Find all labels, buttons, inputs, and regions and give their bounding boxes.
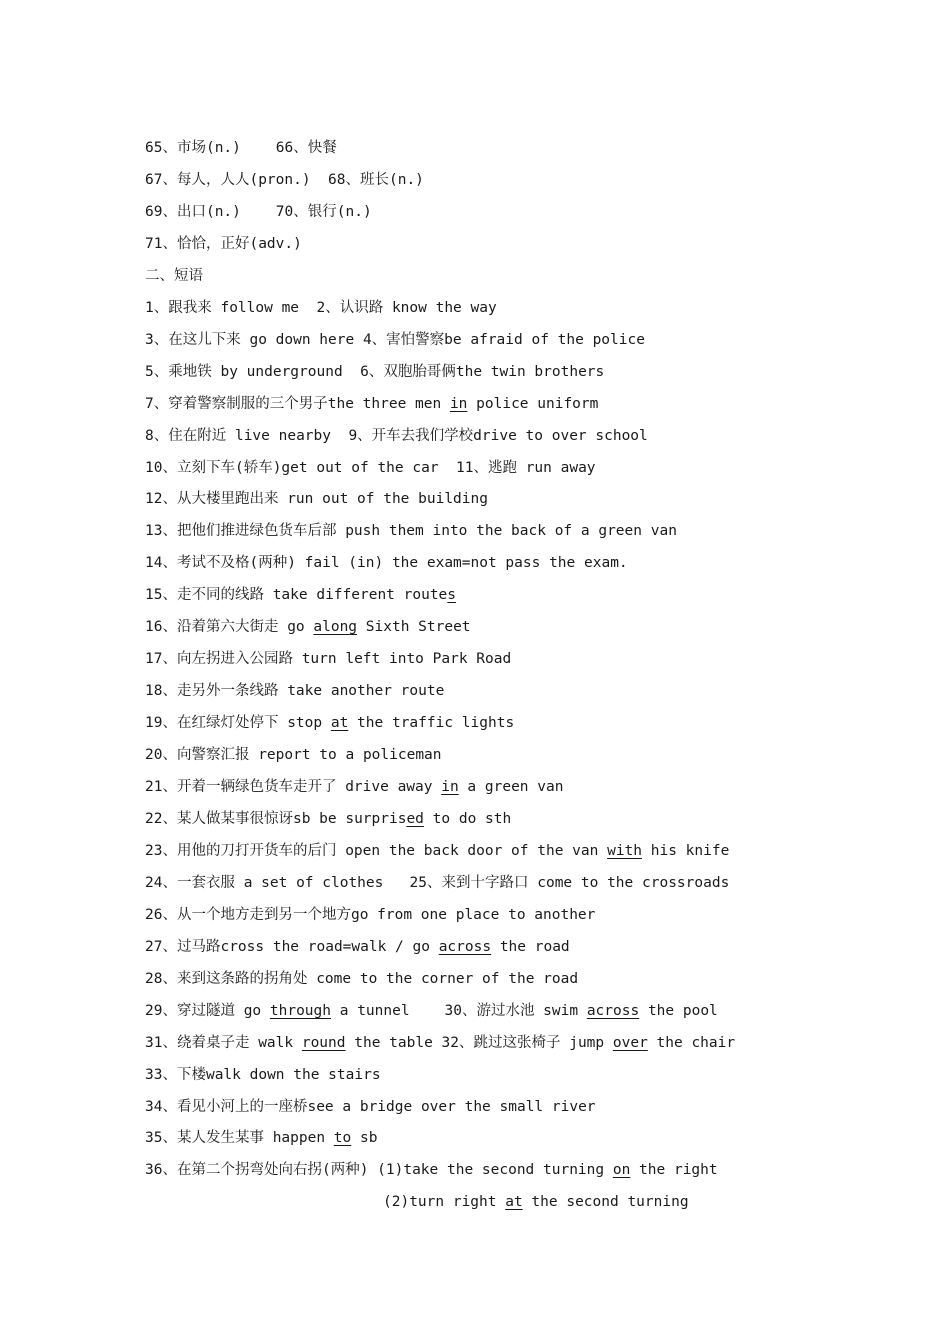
text-segment: a tunnel 30、游过水池 swim <box>331 1002 587 1019</box>
text-segment: Sixth Street <box>357 619 471 636</box>
text-line <box>145 200 372 224</box>
underlined-word: ed <box>406 810 424 827</box>
underlined-word: with <box>607 842 643 859</box>
text-line <box>145 168 424 192</box>
text-segment: 10、立刻下车(轿车)get out of the car 11、逃跑 run away <box>145 459 596 476</box>
underlined-word: through <box>269 1002 331 1019</box>
text-line <box>145 296 497 320</box>
text-line <box>145 583 456 607</box>
text-segment: 35、某人发生某事 happen <box>145 1130 334 1147</box>
underlined-word: at <box>505 1194 523 1211</box>
text-line <box>145 136 337 160</box>
text-segment: 12、从大楼里跑出来 run out of the building <box>145 491 488 508</box>
text-segment: police uniform <box>467 395 599 412</box>
text-segment: 27、过马路cross the road=walk / go <box>145 938 439 955</box>
text-segment: 21、开着一辆绿色货车走开了 drive away <box>145 779 442 795</box>
text-segment: 18、走另外一条线路 take another route <box>145 683 445 700</box>
text-segment: 23、用他的刀打开货车的后门 open the back door of the van <box>145 842 608 859</box>
underlined-word: across <box>438 938 492 955</box>
text-line <box>145 1063 381 1087</box>
text-segment: the traffic lights <box>348 715 515 732</box>
underlined-word: round <box>301 1034 346 1051</box>
underlined-word: along <box>313 619 358 636</box>
text-segment: 69、出口(n.) 70、银行(n.) <box>145 203 372 220</box>
text-segment: 5、乘地铁 by underground 6、双胞胎哥俩the twin brothers <box>145 363 605 380</box>
text-segment: 34、看见小河上的一座桥see a bridge over the small river <box>145 1098 596 1115</box>
text-segment: 28、来到这条路的拐角处 come to the corner of the road <box>145 970 579 987</box>
text-segment: 33、下楼walk down the stairs <box>145 1066 381 1083</box>
text-segment: 3、在这儿下来 go down here 4、害怕警察be afraid of the police <box>145 331 645 348</box>
text-segment: 24、一套衣服 a set of clothes 25、来到十字路口 come to the crossroads <box>145 874 730 891</box>
text-line <box>145 935 570 959</box>
text-line <box>145 456 596 480</box>
text-line <box>145 711 514 735</box>
text-line <box>145 743 442 767</box>
text-segment: the right <box>630 1162 718 1179</box>
text-line <box>145 1031 735 1055</box>
text-line <box>145 999 718 1023</box>
underlined-word: in <box>449 395 468 412</box>
text-segment: his knife <box>642 842 730 859</box>
text-segment: 65、市场(n.) 66、快餐 <box>145 140 337 156</box>
text-line <box>145 647 511 671</box>
text-segment: 14、考试不及格(两种) fail (in) the exam=not pass the exam. <box>145 555 628 572</box>
text-segment: 16、沿着第六大街走 go <box>145 619 314 636</box>
text-line <box>145 839 729 863</box>
underlined-word: across <box>586 1002 640 1019</box>
text-line <box>145 519 677 543</box>
text-segment: sb <box>351 1130 378 1147</box>
text-line <box>145 871 729 895</box>
text-segment: 17、向左拐进入公园路 turn left into Park Road <box>145 651 512 668</box>
text-segment: 8、住在附近 live nearby 9、开车去我们学校drive to over school <box>145 427 648 444</box>
text-segment: 7、穿着警察制服的三个男子the three men <box>145 395 450 412</box>
text-line <box>145 232 302 256</box>
underlined-word: in <box>441 779 459 795</box>
text-segment: 20、向警察汇报 report to a policeman <box>145 747 442 764</box>
text-line <box>145 1158 718 1182</box>
text-line <box>145 424 648 448</box>
text-segment: the second turning <box>522 1194 689 1211</box>
text-line <box>145 807 511 831</box>
text-line <box>145 903 595 927</box>
text-segment: 26、从一个地方走到另一个地方go from one place to another <box>145 906 596 923</box>
underlined-word: over <box>612 1034 648 1051</box>
text-segment: 67、每人，人人(pron.) 68、班长(n.) <box>145 171 424 188</box>
text-segment: the road <box>491 938 570 955</box>
text-segment: the pool <box>639 1002 718 1019</box>
text-line <box>145 967 578 991</box>
text-segment: 13、把他们推进绿色货车后部 push them into the back of a green van <box>145 523 677 540</box>
text-line <box>145 1126 377 1150</box>
text-segment: a green van <box>458 779 564 795</box>
underlined-word: to <box>333 1130 352 1147</box>
text-segment: to do sth <box>423 810 512 827</box>
text-line <box>145 264 203 288</box>
text-line <box>145 775 563 799</box>
underlined-word: on <box>612 1162 631 1179</box>
text-segment: 22、某人做某事很惊讶sb be surpris <box>145 810 407 827</box>
text-segment: 19、在红绿灯处停下 stop <box>145 715 331 732</box>
text-segment: (2)turn right <box>383 1194 506 1211</box>
text-line <box>145 328 645 352</box>
text-segment: the chair <box>647 1034 736 1051</box>
text-line <box>145 1095 596 1119</box>
text-line <box>145 679 444 703</box>
underlined-word: s <box>447 587 457 604</box>
text-segment: 1、跟我来 follow me 2、认识路 know the way <box>145 299 497 316</box>
text-line <box>145 487 488 511</box>
text-segment: 36、在第二个拐弯处向右拐(两种) (1)take the second turning <box>145 1162 613 1179</box>
underlined-word: at <box>330 715 349 732</box>
text-segment: 31、绕着桌子走 walk <box>145 1034 302 1051</box>
text-segment: 15、走不同的线路 take different route <box>145 587 448 604</box>
text-segment: 二、短语 <box>145 267 203 284</box>
text-line <box>145 615 471 639</box>
text-line <box>383 1190 689 1214</box>
text-line <box>145 360 604 384</box>
text-line <box>145 551 628 575</box>
text-line <box>145 392 598 416</box>
text-segment: 29、穿过隧道 go <box>145 1002 270 1019</box>
text-segment: 71、恰恰，正好(adv.) <box>145 235 302 252</box>
text-segment: the table 32、跳过这张椅子 jump <box>345 1034 613 1051</box>
